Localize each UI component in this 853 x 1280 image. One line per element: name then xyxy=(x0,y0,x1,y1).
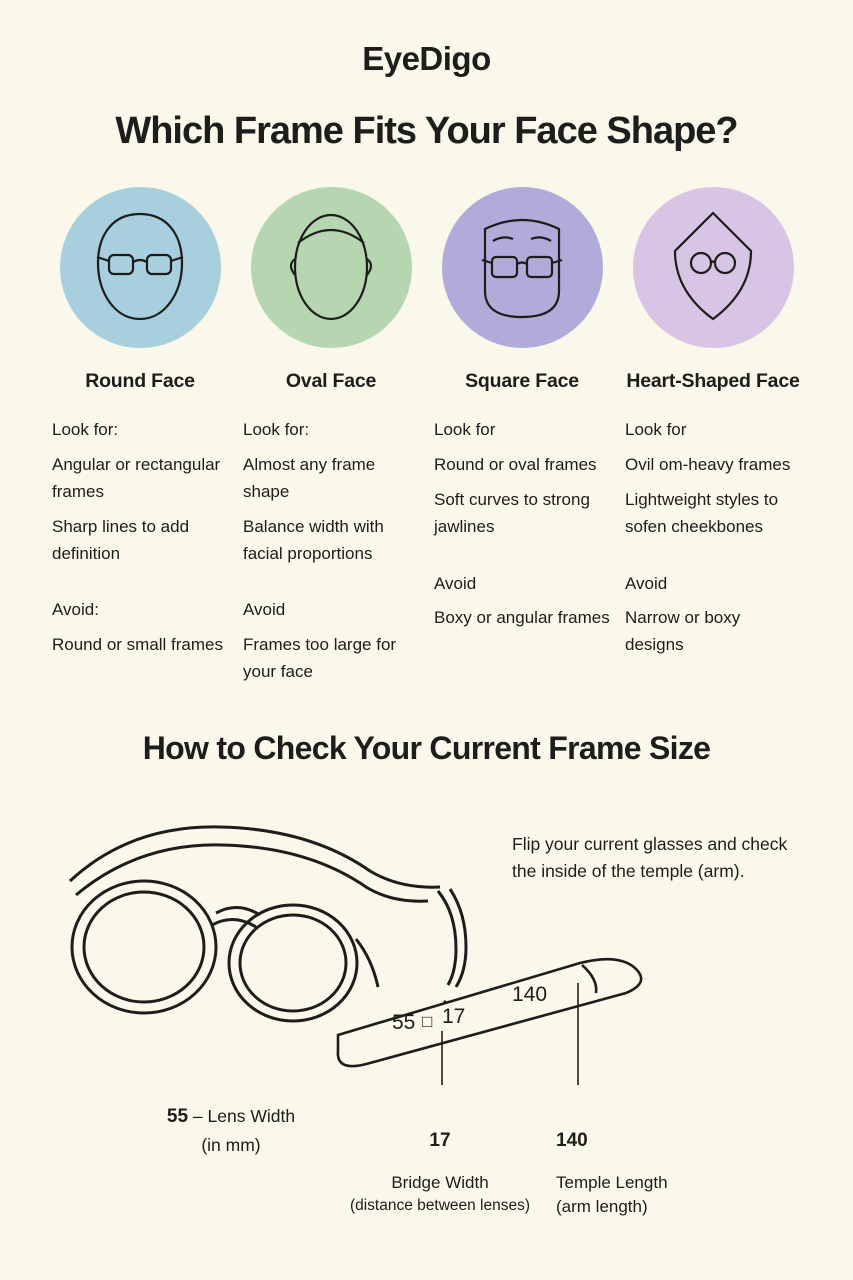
legend-label: Temple Length xyxy=(556,1172,668,1192)
look-for-label-oval: Look for: xyxy=(243,420,310,440)
heart-face-circle xyxy=(633,187,794,348)
look-for-item: Ovil om-heavy frames xyxy=(625,455,791,475)
page-title: Which Frame Fits Your Face Shape? xyxy=(115,110,738,152)
face-column-square xyxy=(434,187,610,694)
avoid-item: Frames too large for your face xyxy=(243,635,397,682)
look-for-label-heart: Look for xyxy=(625,420,687,440)
legend-number: 55 xyxy=(166,1106,189,1128)
look-for-label-round: Look for: xyxy=(52,420,119,440)
avoid-item: Boxy or angular frames xyxy=(434,608,610,628)
face-shape-columns xyxy=(0,187,853,694)
lens-width-marking: 55 xyxy=(392,1011,416,1035)
spacer xyxy=(243,575,419,597)
round-circle-wrap xyxy=(52,187,228,348)
oval-face-circle xyxy=(251,187,412,348)
spacer xyxy=(52,575,228,597)
temple-length-marking: 140 xyxy=(512,983,548,1007)
oval-circle-wrap xyxy=(243,187,419,348)
look-for-item: Soft curves to strong jawlines xyxy=(434,489,590,536)
legend-sub: (arm length) xyxy=(556,1197,648,1217)
avoid-label-oval: Avoid xyxy=(243,600,286,620)
brand-title: EyeDigo xyxy=(362,40,491,77)
face-name-round: Round Face xyxy=(85,369,195,392)
legend-sub: (in mm) xyxy=(201,1134,261,1155)
look-for-item: Round or oval frames xyxy=(434,455,597,475)
look-for-label-square: Look for xyxy=(434,420,496,440)
flip-glasses-note: Flip your current glasses and check the inside of the temple (arm). xyxy=(512,834,788,882)
tips-round xyxy=(52,417,228,659)
avoid-label-square: Avoid xyxy=(434,573,477,593)
look-for-item: Lightweight styles to sofen cheekbones xyxy=(625,489,779,536)
temple-arm-illustration xyxy=(330,957,680,1087)
face-name-square: Square Face xyxy=(465,369,579,392)
heart-circle-wrap xyxy=(625,187,801,348)
heart-face-icon xyxy=(654,205,772,329)
bridge-width-marking: 17 xyxy=(442,1005,466,1029)
face-column-round xyxy=(52,187,228,694)
legend-sub: (distance between lenses) xyxy=(349,1197,531,1215)
legend-number: 17 xyxy=(429,1130,451,1152)
tips-oval xyxy=(243,417,419,686)
legend-lens-width xyxy=(96,1103,366,1158)
marking-separator: □ xyxy=(422,1012,433,1032)
avoid-label-heart: Avoid xyxy=(625,573,668,593)
look-for-item: Almost any frame shape xyxy=(243,455,376,501)
tips-heart xyxy=(625,417,801,659)
round-face-icon xyxy=(81,205,199,329)
frame-size-section xyxy=(0,777,853,1227)
round-face-circle xyxy=(60,187,221,348)
square-circle-wrap xyxy=(434,187,610,348)
tips-square xyxy=(434,417,610,632)
face-name-heart: Heart-Shaped Face xyxy=(626,369,800,392)
legend-label: Bridge Width xyxy=(391,1172,489,1192)
spacer xyxy=(625,549,801,571)
oval-face-icon xyxy=(272,205,390,329)
look-for-item: Balance width with facial proportions xyxy=(243,516,384,563)
spacer xyxy=(434,549,610,571)
legend-temple-length xyxy=(556,1127,766,1220)
legend-dash: – xyxy=(188,1106,208,1127)
measurement-legend xyxy=(0,1103,853,1227)
legend-label: Lens Width xyxy=(207,1106,296,1127)
look-for-item: Angular or rectangular frames xyxy=(52,455,221,501)
avoid-item: Round or small frames xyxy=(52,635,224,655)
square-face-icon xyxy=(463,205,581,329)
face-column-oval xyxy=(243,187,419,694)
avoid-label-round: Avoid: xyxy=(52,600,99,620)
avoid-item: Narrow or boxy designs xyxy=(625,608,741,655)
legend-number: 140 xyxy=(556,1130,588,1152)
legend-bridge-width xyxy=(330,1127,550,1218)
look-for-item: Sharp lines to add definition xyxy=(52,516,190,563)
square-face-circle xyxy=(442,187,603,348)
section-title-frame-size: How to Check Your Current Frame Size xyxy=(142,730,711,767)
face-column-heart xyxy=(625,187,801,694)
face-name-oval: Oval Face xyxy=(285,369,377,392)
